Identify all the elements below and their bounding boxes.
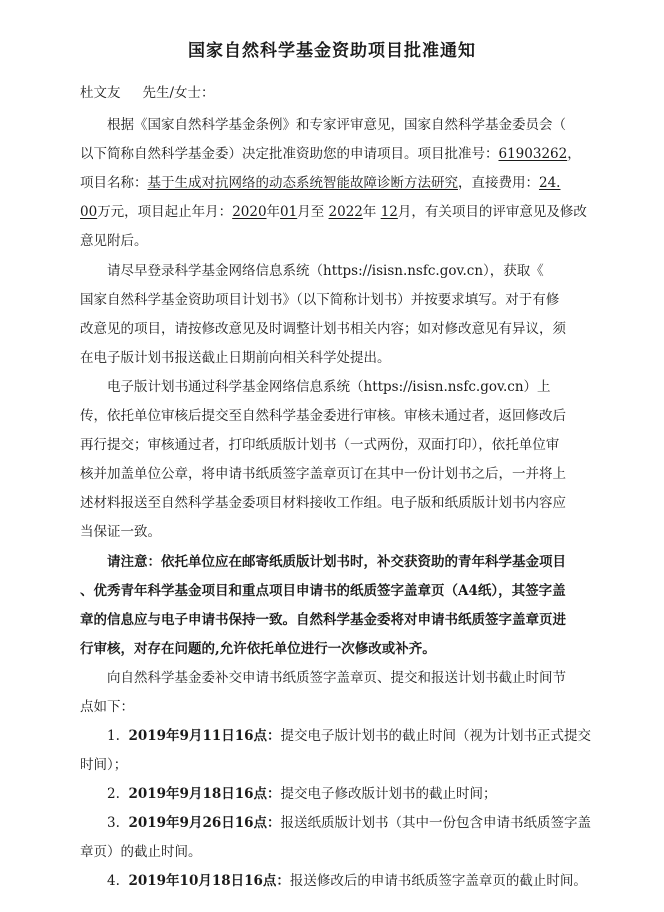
deadline-time: 2019年9月11日16点： <box>128 728 281 744</box>
paragraph-line: 再行提交；审核通过者，打印纸质版计划书（一式两份，双面打印），依托单位审 <box>80 437 560 453</box>
deadline-item: 2. 2019年9月18日16点：提交电子修改版计划书的截止时间； <box>107 786 497 802</box>
start-month: 01 <box>280 204 298 220</box>
paragraph-line: 以下简称自然科学基金委）决定批准资助您的申请项目。项目批准号：61903262， <box>80 146 581 162</box>
paragraph-line: 根据《国家自然科学基金条例》和专家评审意见，国家自然科学基金委员会（ <box>107 117 566 133</box>
deadline-item: 3. 2019年9月26日16点：报送纸质版计划书（其中一份包含申请书纸质签字盖 <box>107 815 592 831</box>
end-month: 12 <box>380 204 398 220</box>
paragraph-line: 国家自然科学基金资助项目计划书》（以下简称计划书）并按要求填写。对于有修 <box>80 292 560 308</box>
recipient-name: 杜文友 <box>80 85 121 101</box>
paragraph-line: 向自然科学基金委补交申请书纸质签字盖章页、提交和报送计划书截止时间节 <box>107 670 566 686</box>
salutation <box>80 84 215 102</box>
project-name: 基于生成对抗网络的动态系统智能故障诊断方法研究 <box>147 175 458 191</box>
paragraph-line: 请注意：依托单位应在邮寄纸质版计划书时，补交获资助的青年科学基金项目 <box>107 554 566 570</box>
salutation-suffix: 先生/女士： <box>142 85 215 101</box>
paragraph-line: 、优秀青年科学基金项目和重点项目申请书的纸质签字盖章页（A4纸），其签字盖 <box>80 583 566 599</box>
deadline-time: 2019年9月26日16点： <box>128 815 281 831</box>
paragraph-line: 意见附后。 <box>80 233 148 249</box>
paragraph-line: 请尽早登录科学基金网络信息系统（https://isisn.nsfc.gov.cn），获取《 <box>107 263 544 279</box>
paragraph-line: 改意见的项目，请按修改意见及时调整计划书相关内容；如对修改意见有异议，须 <box>80 321 566 337</box>
paragraph-line: 章的信息应与电子申请书保持一致。自然科学基金委将对申请书纸质签字盖章页进 <box>80 612 566 628</box>
deadline-time: 2019年9月18日16点： <box>128 786 281 802</box>
paragraph-line: 项目名称：基于生成对抗网络的动态系统智能故障诊断方法研究，直接费用：24. <box>80 175 561 191</box>
deadline-item-cont: 章页）的截止时间。 <box>80 844 202 860</box>
direct-cost-part2: 00 <box>80 204 98 220</box>
approval-number: 61903262 <box>498 146 568 162</box>
paragraph-line: 00万元，项目起止年月：2020年01月至 2022年 12月，有关项目的评审意见及修改 <box>80 204 587 220</box>
paragraph-line: 电子版计划书通过科学基金网络信息系统（https://isisn.nsfc.gov.cn）上 <box>107 379 551 395</box>
paragraph-line: 点如下： <box>80 699 134 715</box>
start-year: 2020 <box>232 204 267 220</box>
paragraph-line: 述材料报送至自然科学基金委项目材料接收工作组。电子版和纸质版计划书内容应 <box>80 495 566 511</box>
direct-cost-part1: 24. <box>539 175 561 191</box>
deadline-time: 2019年10月18日16点： <box>128 873 290 889</box>
paragraph-line: 在电子版计划书报送截止日期前向相关科学处提出。 <box>80 350 391 366</box>
deadline-item-cont: 时间）； <box>80 757 128 773</box>
deadline-item: 4. 2019年10月18日16点：报送修改后的申请书纸质签字盖章页的截止时间。 <box>107 873 587 889</box>
paragraph-line: 当保证一致。 <box>80 524 161 540</box>
paragraph-line: 核并加盖单位公章，将申请书纸质签字盖章页订在其中一份计划书之后，一并将上 <box>80 466 566 482</box>
end-year: 2022 <box>328 204 363 220</box>
paragraph-line: 行审核，对存在问题的,允许依托单位进行一次修改或补齐。 <box>80 641 436 657</box>
document-title: 国家自然科学基金资助项目批准通知 <box>188 41 476 61</box>
paragraph-line: 传，依托单位审核后提交至自然科学基金委进行审核。审核未通过者，返回修改后 <box>80 408 566 424</box>
deadline-item: 1. 2019年9月11日16点：提交电子版计划书的截止时间（视为计划书正式提交 <box>107 728 592 744</box>
